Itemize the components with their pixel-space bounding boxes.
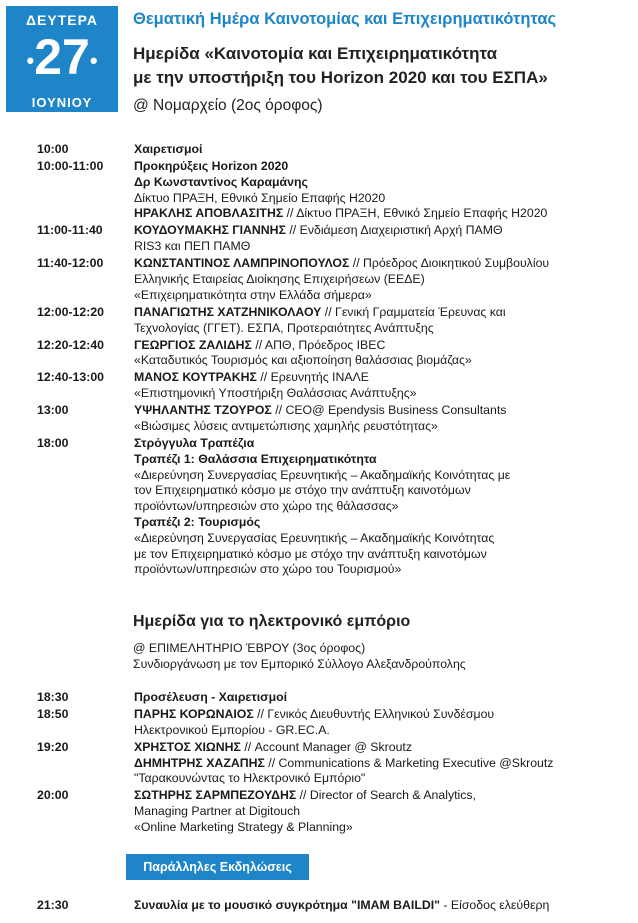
detail-line: Προσέλευση - Χαιρετισμοί [134, 690, 288, 704]
detail-line: Χαιρετισμοί [134, 142, 203, 156]
detail-line: ΚΩΝΣΤΑΝΤΙΝΟΣ ΛΑΜΠΡΙΝΟΠΟΥΛΟΣ // Πρόεδρος Διοικητικού Συμβουλίου [134, 256, 550, 271]
detail-line: ΣΩΤΗΡΗΣ ΣΑΡΜΠΕΖΟΥΔΗΣ // Director of Search & Analytics, [134, 788, 476, 803]
detail-line: ΓΕΩΡΓΙΟΣ ΖΑΛΙΔΗΣ // ΑΠΘ, Πρόεδρος IBEC [134, 337, 386, 352]
detail-line: «Διερεύνηση Συνεργασίας Ερευνητικής – Ακαδημαϊκής Κοινότητας [134, 530, 495, 545]
detail-line: ΠΑΝΑΓΙΩΤΗΣ ΧΑΤΖΗΝΙΚΟΛΑΟΥ // Γενική Γραμματεία Έρευνας και [134, 304, 506, 319]
session-details [134, 370, 632, 402]
detail-line: "Ταρακουνώντας το Ηλεκτρονικό Εμπόριο" [134, 771, 366, 786]
time: 11:00-11:40 [37, 223, 103, 238]
time: 13:00 [37, 403, 69, 418]
session-details [134, 707, 632, 739]
time: 19:20 [37, 739, 69, 754]
session-details [134, 305, 632, 337]
detail-line: ΧΡΗΣΤΟΣ ΧΙΩΝΗΣ // Account Manager @ Skroutz [134, 739, 412, 754]
session-details [134, 403, 632, 435]
detail-line: προϊόντων/υπηρεσιών στο χώρο της θάλασσας» [134, 499, 399, 514]
time: 18:30 [37, 690, 69, 704]
event-description: Συναυλία με το μουσικό συγκρότημα "IMAM BAILDI" - Είσοδος ελεύθερη [134, 898, 550, 912]
time: 20:00 [37, 788, 69, 803]
detail-line: ΠΑΡΗΣ ΚΟΡΩΝΑΙΟΣ // Γενικός Διευθυντής Ελληνικού Συνδέσμου [134, 707, 495, 721]
time: 12:20-12:40 [37, 337, 104, 352]
day-number: •27• [26, 29, 98, 85]
day-name: ΔΕΥΤΕΡΑ [25, 12, 99, 28]
session-details [134, 690, 632, 706]
detail-line: Τεχνολογίας (ΓΓΕΤ). ΕΣΠΑ, Προτεραιότητες Ανάπτυξης [134, 320, 434, 335]
detail-line: ΥΨΗΛΑΝΤΗΣ ΤΖΟΥΡΟΣ // CEO@ Ependysis Business Consultants [134, 403, 507, 418]
session-details [134, 338, 632, 370]
parallel-events-badge: Παράλληλες Εκδηλώσεις [126, 854, 309, 880]
detail-line: ΚΟΥΔΟΥΜΑΚΗΣ ΓΙΑΝΝΗΣ // Ενδιάμεση Διαχειριστική Αρχή ΠΑΜΘ [134, 223, 503, 238]
session-details [134, 436, 632, 578]
detail-line: RIS3 και ΠΕΠ ΠΑΜΘ [134, 239, 251, 254]
venue: @ Νομαρχείο (2ος όροφος) [133, 97, 323, 114]
time: 10:00-11:00 [37, 159, 104, 173]
detail-line: τον Επιχειρηματικό κόσμο με στόχο την ανάπτυξη καινοτόμων [134, 483, 471, 498]
detail-line: «Βιώσιμες λύσεις αντιμετώπισης χαμηλής ρευστότητας» [134, 418, 438, 433]
detail-line: Managing Partner at Digitouch [134, 804, 301, 819]
detail-line: με τον Επιχειρηματικό κόσμο με στόχο την ανάπτυξη καινοτόμων [134, 546, 487, 561]
detail-line: «Διερεύνηση Συνεργασίας Ερευνητικής – Ακαδημαϊκής Κοινότητας με [134, 467, 511, 482]
detail-line: «Επιστημονική Υποστήριξη Θαλάσσιας Ανάπτυξης» [134, 386, 417, 401]
time: 18:00 [37, 436, 69, 450]
detail-line: ΜΑΝΟΣ ΚΟΥΤΡΑΚΗΣ // Ερευνητής ΙΝΑΛΕ [134, 370, 369, 385]
time: 18:50 [37, 707, 69, 721]
detail-line: «Επιχειρηματικότητα στην Ελλάδα σήμερα» [134, 287, 372, 302]
session-details [134, 142, 632, 158]
detail-line: Στρόγγυλα Τραπέζια [134, 436, 255, 450]
detail-line: «Online Marketing Strategy & Planning» [134, 819, 353, 834]
detail-line: «Καταδυτικός Τουρισμός και αξιοποίηση θαλάσσιας βιομάζας» [134, 353, 472, 368]
month-name: ΙΟΥΝΙΟΥ [31, 95, 93, 110]
session-details [134, 256, 632, 303]
detail-line: Προκηρύξεις Horizon 2020 [134, 159, 289, 173]
detail-line: ΔΗΜΗΤΡΗΣ ΧΑΖΑΠΗΣ // Communications & Marketing Executive @Skroutz [134, 755, 554, 770]
detail-line: Δίκτυο ΠΡΑΞΗ, Εθνικό Σημείο Επαφής H2020 [134, 190, 386, 205]
detail-line: Τραπέζι 1: Θαλάσσια Επιχειρηματικότητα [134, 451, 377, 466]
date-box [6, 6, 118, 112]
section2-title: Ημερίδα για το ηλεκτρονικό εμπόριο [133, 613, 411, 630]
detail-line: Ηλεκτρονικού Εμπορίου - GR.EC.A. [134, 722, 330, 737]
detail-line: προϊόντων/υπηρεσιών στο χώρο του Τουρισμού» [134, 562, 402, 577]
time: 10:00 [37, 142, 69, 156]
session-details [134, 159, 632, 222]
time: 12:40-13:00 [37, 370, 104, 385]
detail-line: Ελληνικής Εταιρείας Διοίκησης Επιχειρήσεων (ΕΕΔΕ) [134, 271, 425, 286]
detail-line: Δρ Κωνσταντίνος Καραμάνης [134, 174, 308, 189]
time: 12:00-12:20 [37, 304, 104, 319]
detail-line: Τραπέζι 2: Τουρισμός [134, 514, 261, 529]
detail-line: ΗΡΑΚΛΗΣ ΑΠΟΒΛΑΣΙΤΗΣ // Δίκτυο ΠΡΑΞΗ, Εθνικό Σημείο Επαφής H2020 [134, 206, 548, 221]
session-details [134, 740, 632, 787]
session-details [134, 788, 632, 835]
session-details [134, 223, 632, 255]
theme-title: Θεματική Ημέρα Καινοτομίας και Επιχειρηματικότητας [133, 10, 557, 28]
section2-venue: @ ΕΠΙΜΕΛΗΤΗΡΙΟ ΈΒΡΟΥ (3ος όροφος) Συνδιοργάνωση με τον Εμπορικό Σύλλογο Αλεξανδρούπολης [133, 641, 466, 671]
time: 21:30 [37, 898, 69, 912]
time: 11:40-12:00 [37, 256, 104, 271]
event-title: Ημερίδα «Καινοτομία και Επιχειρηματικότητα με την υποστήριξη του Horizon 2020 και του ΕΣΠΑ» [133, 44, 548, 87]
